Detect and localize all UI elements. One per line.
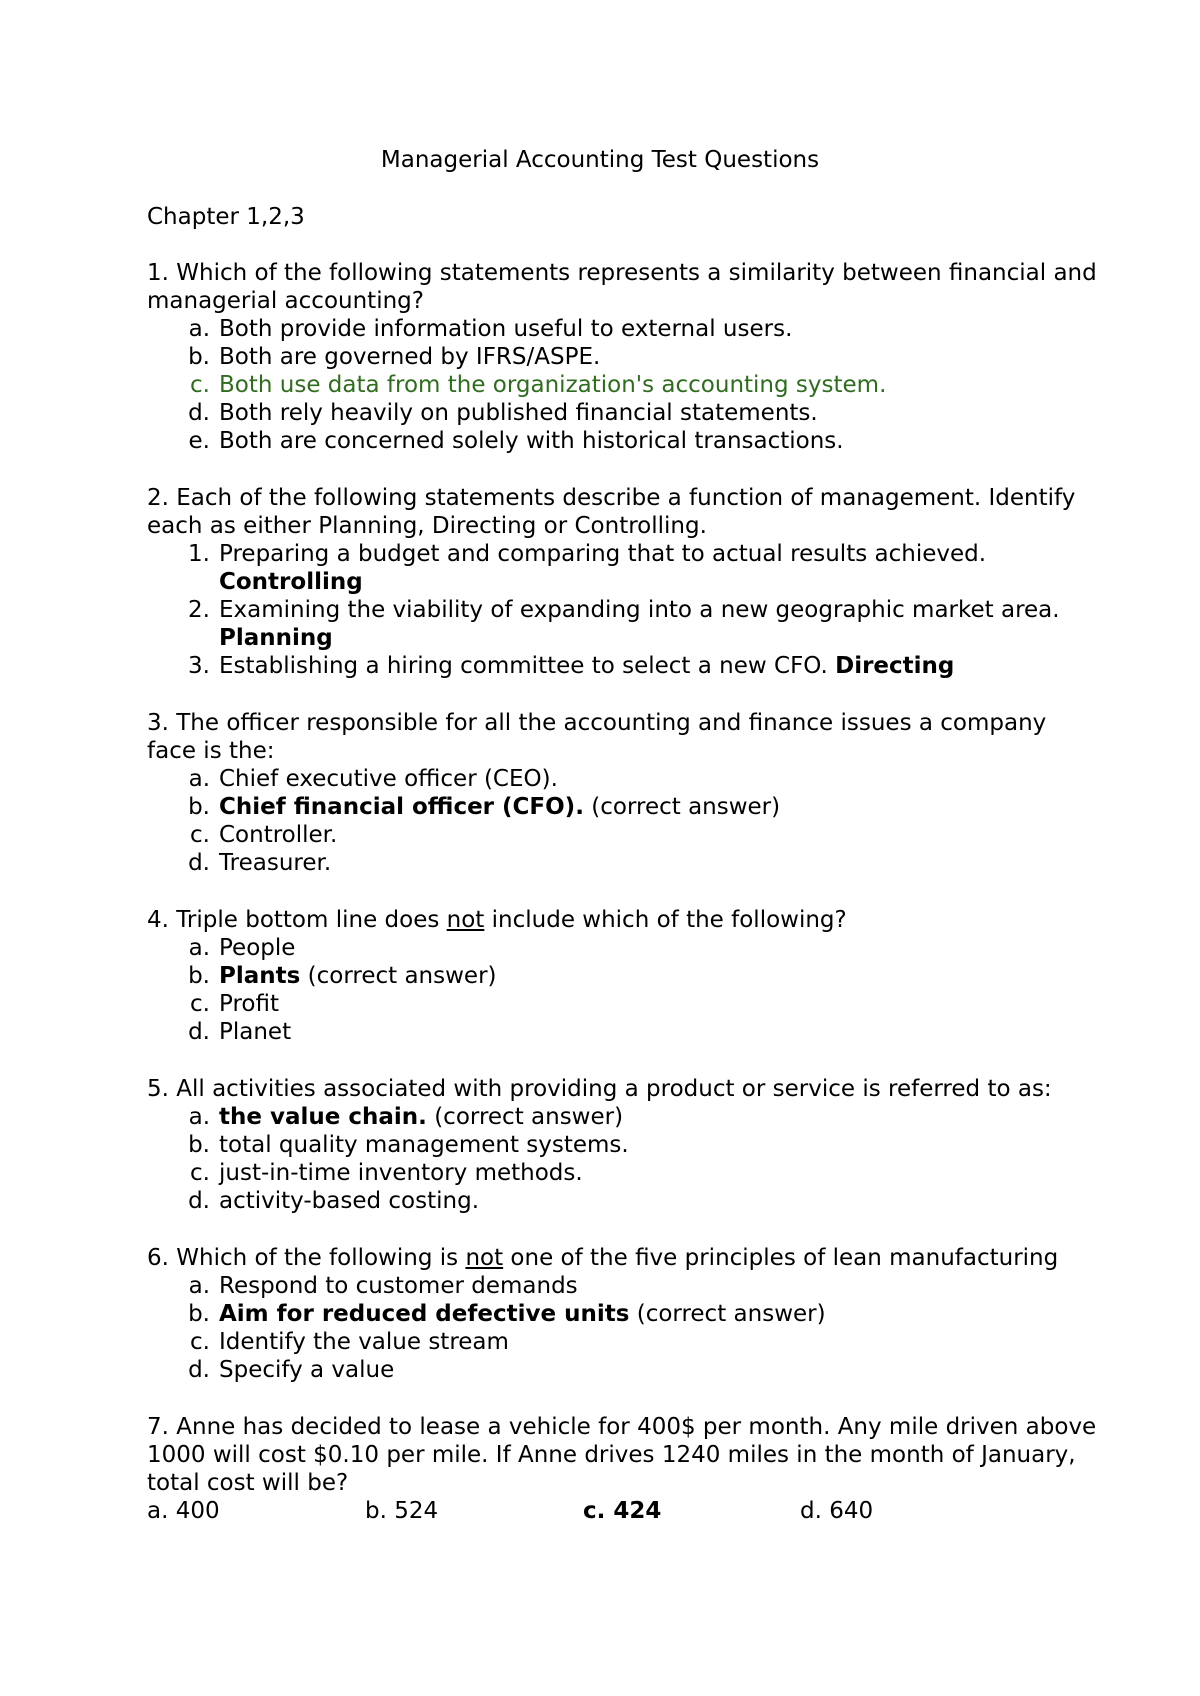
option-marker: c.: [190, 1160, 210, 1186]
option-marker: b.: [188, 1132, 210, 1158]
option-text: Controller.: [219, 822, 338, 848]
q6-option-d: [182, 1356, 394, 1384]
question-1-line-2: managerial accounting?: [147, 288, 424, 314]
q4-option-d: [182, 1018, 291, 1046]
q3-option-b-correct: [182, 793, 780, 821]
q2-item-2-answer: Planning: [219, 625, 333, 651]
option-text: Both use data from the organization's accounting system.: [219, 372, 887, 398]
q2-item-1-answer: Controlling: [219, 569, 363, 595]
option-marker: c.: [190, 372, 210, 398]
question-7-line-1: 7. Anne has decided to lease a vehicle for 400$ per month. Any mile driven above: [147, 1414, 1097, 1440]
q7-option-a: a. 400: [147, 1498, 220, 1524]
option-marker: d.: [188, 1357, 210, 1383]
q7-option-c-correct: c. 424: [583, 1498, 662, 1524]
option-text: (correct answer): [583, 794, 781, 820]
option-text: activity-based costing.: [219, 1188, 480, 1214]
item-text: Establishing a hiring committee to select a new CFO.: [219, 653, 836, 679]
item-marker: 2.: [188, 597, 210, 623]
q5-option-a-correct: [182, 1103, 623, 1131]
option-text: (correct answer): [300, 963, 497, 989]
option-marker: b.: [188, 1301, 210, 1327]
question-4: [147, 906, 847, 934]
q7-option-d: d. 640: [800, 1498, 874, 1524]
q3-option-a: [182, 765, 558, 793]
q4-option-b-correct: [182, 962, 497, 990]
option-text: Respond to customer demands: [219, 1273, 578, 1299]
option-text: Both provide information useful to external users.: [219, 316, 793, 342]
option-bold-text: the value chain.: [219, 1104, 427, 1130]
option-marker: d.: [188, 1019, 210, 1045]
option-bold-text: Plants: [219, 963, 301, 989]
q4-option-c: [182, 990, 279, 1018]
option-text: People: [219, 935, 296, 961]
item-marker: 3.: [188, 653, 210, 679]
question-text: 6. Which of the following is: [147, 1245, 466, 1271]
q2-item-2: [182, 596, 1060, 624]
option-marker: a.: [188, 935, 210, 961]
option-marker: d.: [188, 400, 210, 426]
underlined-word: not: [465, 1245, 504, 1271]
option-marker: d.: [188, 1188, 210, 1214]
item-text: Preparing a budget and comparing that to actual results achieved.: [219, 541, 987, 567]
q1-option-a: [182, 315, 792, 343]
option-marker: c.: [190, 1329, 210, 1355]
option-marker: b.: [188, 344, 210, 370]
option-text: Chief executive officer (CEO).: [219, 766, 558, 792]
option-marker: a.: [188, 1273, 210, 1299]
option-text: Both rely heavily on published financial statements.: [219, 400, 818, 426]
option-text: Identify the value stream: [219, 1329, 509, 1355]
option-marker: e.: [188, 428, 210, 454]
option-text: Planet: [219, 1019, 292, 1045]
option-text: Both are concerned solely with historical transactions.: [219, 428, 844, 454]
q2-item-1: [182, 540, 986, 568]
q2-item-3: [182, 652, 954, 680]
option-text: total quality management systems.: [219, 1132, 629, 1158]
q6-option-b-correct: [182, 1300, 826, 1328]
q5-option-b: [182, 1131, 629, 1159]
chapter-heading: Chapter 1,2,3: [147, 204, 305, 230]
q3-option-c: [182, 821, 337, 849]
underlined-word: not: [446, 907, 485, 933]
option-marker: a.: [188, 1104, 210, 1130]
document-title: Managerial Accounting Test Questions: [380, 147, 820, 173]
q5-option-d: [182, 1187, 479, 1215]
option-text: (correct answer): [629, 1301, 826, 1327]
option-text: Treasurer.: [219, 850, 332, 876]
option-marker: b.: [188, 963, 210, 989]
option-text: Profit: [219, 991, 279, 1017]
option-text: (correct answer): [426, 1104, 624, 1130]
option-marker: c.: [190, 822, 210, 848]
q6-option-a: [182, 1272, 578, 1300]
question-text: include which of the following?: [484, 907, 847, 933]
question-text: 4. Triple bottom line does: [147, 907, 447, 933]
question-3-line-2: face is the:: [147, 738, 275, 764]
question-2-line-1: 2. Each of the following statements describe a function of management. Identify: [147, 485, 1076, 511]
question-6: [147, 1244, 1058, 1272]
item-marker: 1.: [188, 541, 210, 567]
option-bold-text: Chief financial officer (CFO).: [219, 794, 584, 820]
q1-option-d: [182, 399, 818, 427]
q3-option-d: [182, 849, 331, 877]
question-1-line-1: 1. Which of the following statements represents a similarity between financial and: [147, 260, 1097, 286]
option-marker: a.: [188, 766, 210, 792]
q1-option-b: [182, 343, 600, 371]
question-5: 5. All activities associated with providing a product or service is referred to as:: [147, 1076, 1052, 1102]
question-text: one of the five principles of lean manufacturing: [503, 1245, 1059, 1271]
question-7-line-2: 1000 will cost $0.10 per mile. If Anne drives 1240 miles in the month of January,: [147, 1442, 1076, 1468]
q7-option-b: b. 524: [365, 1498, 439, 1524]
item-text: Examining the viability of expanding into a new geographic market area.: [219, 597, 1060, 623]
q1-option-e: [182, 427, 844, 455]
q4-option-a: [182, 934, 295, 962]
q1-option-c-correct: [182, 371, 886, 399]
option-marker: d.: [188, 850, 210, 876]
option-bold-text: Aim for reduced defective units: [219, 1301, 630, 1327]
question-3-line-1: 3. The officer responsible for all the accounting and finance issues a company: [147, 710, 1047, 736]
option-marker: b.: [188, 794, 210, 820]
question-2-line-2: each as either Planning, Directing or Controlling.: [147, 513, 707, 539]
option-marker: c.: [190, 991, 210, 1017]
option-marker: a.: [188, 316, 210, 342]
item-answer: Directing: [835, 653, 955, 679]
option-text: just-in-time inventory methods.: [219, 1160, 583, 1186]
option-text: Specify a value: [219, 1357, 395, 1383]
q5-option-c: [182, 1159, 583, 1187]
q6-option-c: [182, 1328, 509, 1356]
question-7-line-3: total cost will be?: [147, 1470, 349, 1496]
option-text: Both are governed by IFRS/ASPE.: [219, 344, 601, 370]
